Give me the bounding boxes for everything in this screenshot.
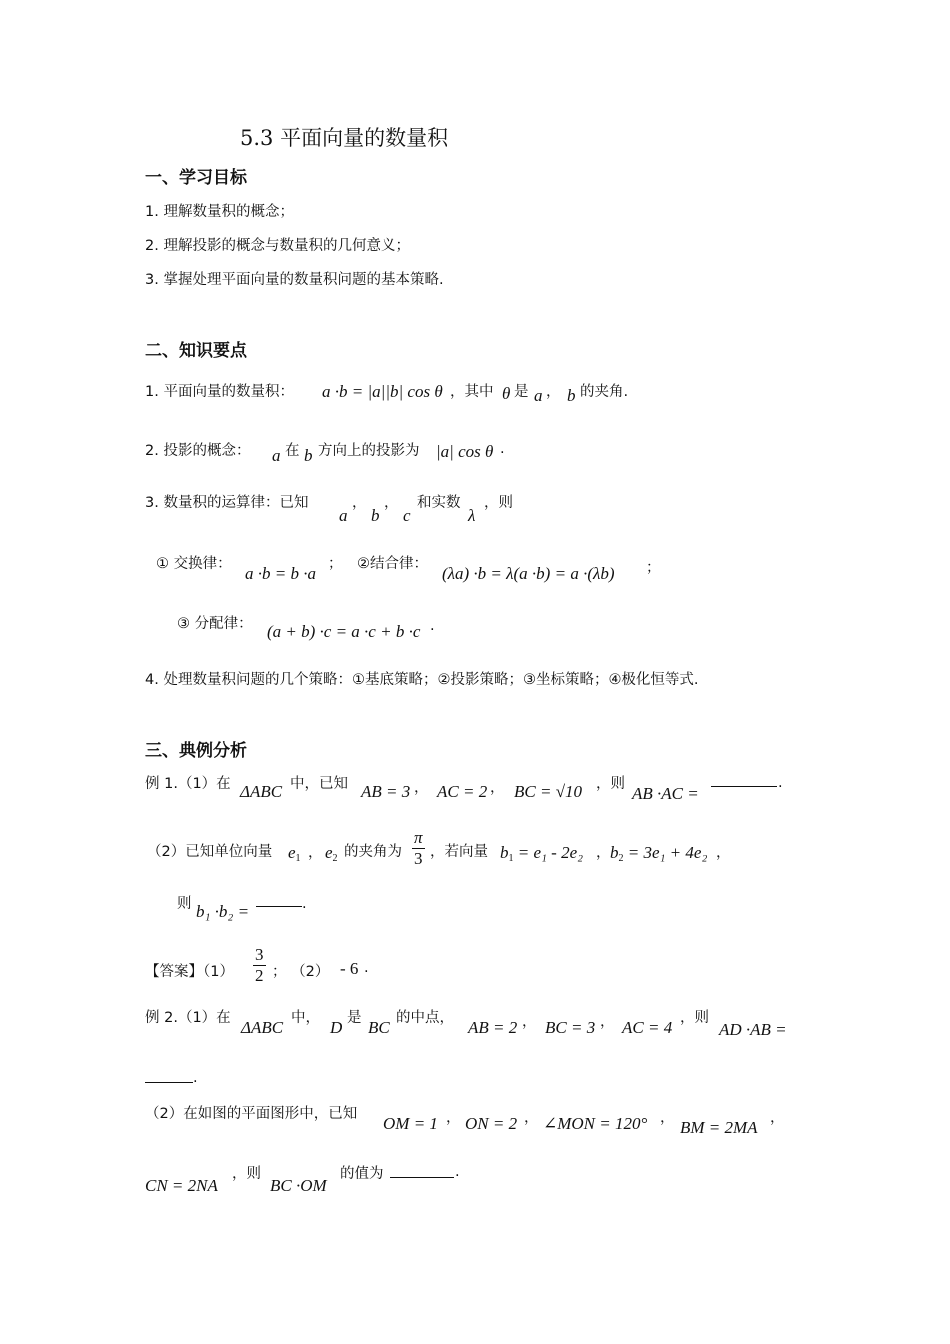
text: 的夹角. — [580, 384, 629, 400]
text: 是 — [514, 384, 529, 400]
page-title: 5.3 平面向量的数量积 — [240, 126, 449, 150]
goal-item: 3. 掌握处理平面向量的数量积问题的基本策略. — [145, 272, 444, 288]
math-ac: AC = 2 — [437, 782, 488, 801]
law-associative-label: ②结合律： — [357, 556, 428, 572]
goal-item: 2. 理解投影的概念与数量积的几何意义； — [145, 238, 410, 254]
text: 中，已知 — [290, 776, 348, 792]
answer-blank — [711, 786, 777, 787]
text: ，则 — [680, 1010, 709, 1026]
text: 中， — [291, 1010, 320, 1026]
text: . — [778, 775, 783, 791]
fraction-pi-over-3: $\frac{\pi}{3}$ — [414, 828, 423, 868]
text: ； — [646, 560, 661, 576]
text: 在 — [285, 443, 300, 459]
law-commutative-label: ① 交换律： — [156, 556, 232, 572]
text: ， — [352, 495, 367, 511]
point-3-label: 3. 数量积的运算律：已知 — [145, 495, 309, 511]
text: . — [500, 441, 505, 457]
math-bc: BC = √10 — [514, 782, 583, 801]
text: ， — [308, 845, 323, 861]
math-om: OM = 1 — [383, 1114, 438, 1133]
text: ，则 — [596, 776, 625, 792]
text: 则 — [177, 896, 192, 912]
fraction-3-over-2: $\frac{3}{2}$ — [255, 945, 264, 985]
section-heading-examples: 三、典例分析 — [145, 741, 247, 761]
text: 的夹角为 — [344, 844, 402, 860]
text: 和实数 — [417, 495, 461, 511]
text: ， — [524, 1110, 539, 1126]
text: ， — [716, 845, 731, 861]
answer-blank — [256, 906, 302, 907]
text: 方向上的投影为 — [318, 443, 420, 459]
question-1: AB ·AC = — [632, 784, 699, 803]
math-cn: CN = 2NA — [145, 1176, 218, 1195]
text: ， — [490, 780, 505, 796]
text: . — [364, 960, 369, 976]
question-2b: BC ·OM — [270, 1176, 327, 1195]
text: ，若向量 — [430, 844, 488, 860]
math-triangle: ΔABC — [241, 1018, 284, 1037]
text: 的中点， — [396, 1010, 454, 1026]
example-1-label: 例 1.（1）在 — [145, 776, 231, 792]
math-angle: ∠MON = 120° — [543, 1114, 648, 1133]
math-theta: θ — [502, 384, 511, 403]
text: ； （2） — [272, 964, 330, 980]
text: ； — [328, 556, 343, 572]
text: 的值为 — [340, 1166, 384, 1182]
text: ，则 — [232, 1166, 261, 1182]
text: . — [193, 1070, 198, 1086]
text: ， — [522, 1014, 537, 1030]
text: ， — [596, 845, 611, 861]
text: ， — [546, 384, 561, 400]
point-2-label: 2. 投影的概念： — [145, 443, 251, 459]
text: ， — [446, 1110, 461, 1126]
math-c: c — [403, 506, 411, 525]
text: ， — [770, 1110, 785, 1126]
math-on: ON = 2 — [465, 1114, 518, 1133]
math-a: a — [534, 386, 543, 405]
dot-product-formula: a ·b = |a||b| cos θ — [322, 382, 443, 401]
projection-formula: |a| cos θ — [436, 442, 494, 461]
text: 是 — [347, 1010, 362, 1026]
math-bm: BM = 2MA — [680, 1118, 758, 1137]
text: . — [455, 1164, 460, 1180]
point-1-label: 1. 平面向量的数量积： — [145, 384, 294, 400]
example-1b-label: （2）已知单位向量 — [147, 844, 273, 860]
text: ， — [384, 495, 399, 511]
math-b: b — [304, 446, 313, 465]
example-2-label: 例 2.（1）在 — [145, 1010, 231, 1026]
math-e2: $e_2$ — [325, 843, 338, 864]
math-e1: $e_1$ — [288, 843, 301, 864]
text: . — [302, 896, 307, 912]
point-4: 4. 处理数量积问题的几个策略：①基底策略；②投影策略；③坐标策略；④极化恒等式. — [145, 672, 699, 688]
section-heading-knowledge: 二、知识要点 — [145, 341, 247, 361]
b1-definition: $b_1 = e_1 - 2e_2$ — [500, 843, 584, 864]
answer-2: - 6 — [340, 959, 359, 978]
section-heading-goals: 一、学习目标 — [145, 168, 247, 188]
law-associative: (λa) ·b = λ(a ·b) = a ·(λb) — [442, 564, 615, 583]
law-commutative: a ·b = b ·a — [245, 564, 316, 583]
math-b: b — [567, 386, 576, 405]
answer-blank — [390, 1177, 454, 1178]
math-ab: AB = 2 — [468, 1018, 518, 1037]
math-bc: BC = 3 — [545, 1018, 596, 1037]
text: ， — [660, 1110, 675, 1126]
law-distributive: (a + b) ·c = a ·c + b ·c — [267, 622, 421, 641]
math-BC: BC — [368, 1018, 390, 1037]
text: ，其中 — [450, 384, 494, 400]
question-2: AD ·AB = — [719, 1020, 787, 1039]
b2-definition: $b_2 = 3e_1 + 4e_2$ — [610, 843, 708, 864]
text: ，则 — [484, 495, 513, 511]
answer-blank — [145, 1082, 193, 1083]
text: ， — [414, 780, 429, 796]
text: ， — [600, 1014, 615, 1030]
goal-item: 1. 理解数量积的概念； — [145, 204, 294, 220]
math-ac: AC = 4 — [622, 1018, 673, 1037]
answer-label: 【答案】（1） — [145, 964, 234, 980]
text: . — [430, 618, 435, 634]
math-a: a — [272, 446, 281, 465]
math-ab: AB = 3 — [361, 782, 411, 801]
example-2b-label: （2）在如图的平面图形中，已知 — [145, 1106, 358, 1122]
math-a: a — [339, 506, 348, 525]
math-triangle: ΔABC — [240, 782, 283, 801]
math-D: D — [330, 1018, 343, 1037]
math-b: b — [371, 506, 380, 525]
law-distributive-label: ③ 分配律： — [177, 616, 253, 632]
question-1b: b₁ ·b₂ = — [196, 902, 250, 921]
math-lambda: λ — [468, 506, 476, 525]
